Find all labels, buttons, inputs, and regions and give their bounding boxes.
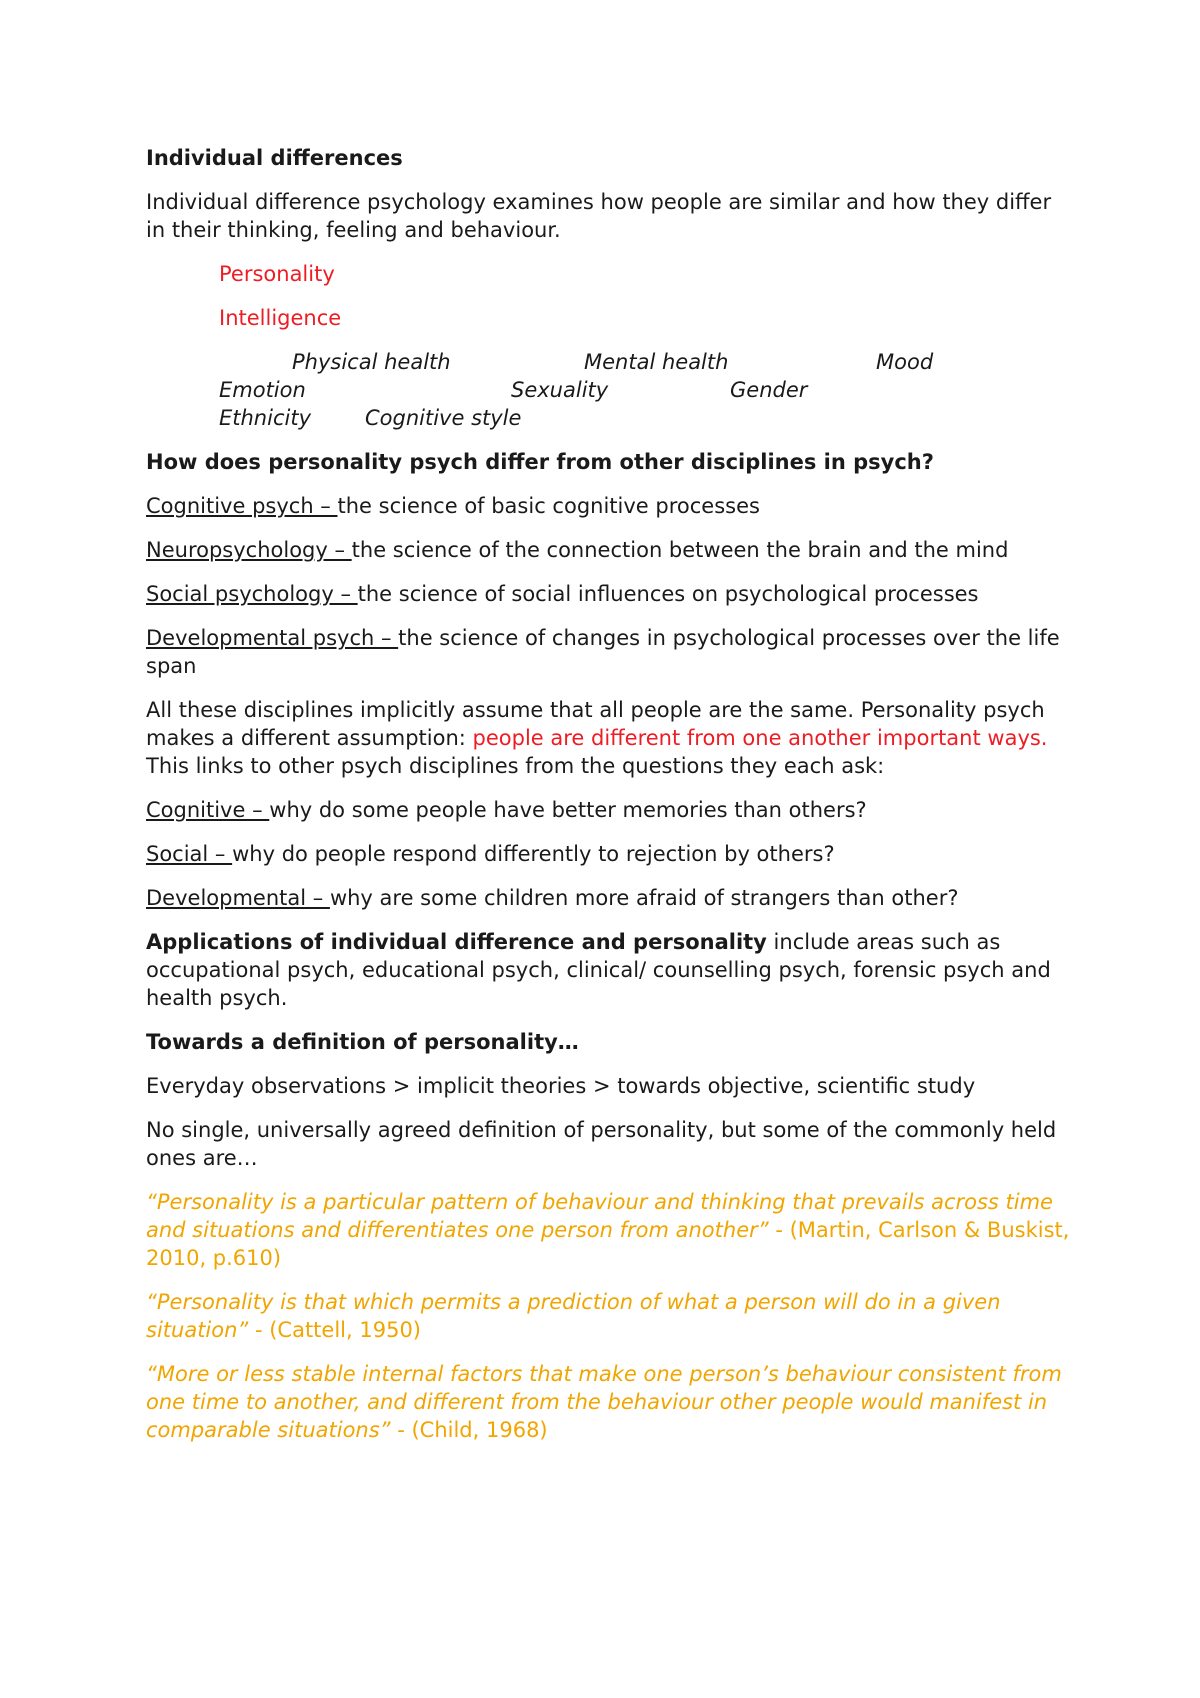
- question-desc: why do people respond differently to rejection by others?: [232, 842, 835, 866]
- topic-item: Ethnicity: [219, 406, 311, 430]
- discipline-desc: the science of changes in psychological processes over the life span: [146, 626, 1060, 678]
- topic-item: Gender: [730, 378, 808, 402]
- question-term: Social –: [146, 842, 233, 866]
- no-single-definition-paragraph: No single, universally agreed definition of personality, but some of the commonly held ones are…: [146, 1118, 1057, 1170]
- question-item: [146, 796, 1076, 824]
- discipline-term: Developmental psych –: [146, 626, 399, 650]
- document-body: [146, 144, 1076, 1460]
- heading-individual-differences: Individual differences: [146, 146, 403, 170]
- discipline-desc: the science of basic cognitive processes: [337, 494, 760, 518]
- quote-item: [146, 1288, 1076, 1344]
- discipline-item: [146, 624, 1076, 680]
- topic-item: Emotion: [219, 378, 306, 402]
- applications-paragraph: [146, 928, 1076, 1012]
- intro-paragraph: Individual difference psychology examines how people are similar and how they differ in their thinking, feeling and behaviour.: [146, 190, 1052, 242]
- observations-paragraph: Everyday observations > implicit theories > towards objective, scientific study: [146, 1074, 976, 1098]
- topic-item: Sexuality: [511, 378, 609, 402]
- question-desc: why do some people have better memories than others?: [269, 798, 867, 822]
- topic-item: Physical health: [292, 350, 451, 374]
- discipline-desc: the science of social influences on psychological processes: [357, 582, 979, 606]
- topic-item: Mood: [876, 350, 934, 374]
- discipline-desc: the science of the connection between the brain and the mind: [351, 538, 1009, 562]
- quote-text: “Personality is a particular pattern of behaviour and thinking that prevails across time and situations and differentiates one person from another”: [146, 1190, 1053, 1242]
- discipline-term: Cognitive psych –: [146, 494, 338, 518]
- topic-intelligence: Intelligence: [219, 306, 342, 330]
- heading-disciplines: How does personality psych differ from other disciplines in psych?: [146, 450, 934, 474]
- quote-citation: - (Martin, Carlson & Buskist, 2010, p.610): [146, 1218, 1070, 1270]
- topics-row: [146, 348, 1076, 376]
- applications-text: include areas such as occupational psych, educational psych, clinical/ counselling psych, forensic psych and health psych.: [146, 930, 1051, 1010]
- assumption-paragraph: [146, 696, 1076, 780]
- discipline-term: Social psychology –: [146, 582, 358, 606]
- question-desc: why are some children more afraid of strangers than other?: [329, 886, 959, 910]
- topics-row: [146, 376, 1076, 404]
- quote-text: “Personality is that which permits a prediction of what a person will do in a given situation”: [146, 1290, 1001, 1342]
- quote-item: [146, 1188, 1076, 1272]
- topics-row: [146, 404, 1076, 432]
- topic-personality: Personality: [219, 262, 335, 286]
- question-item: [146, 884, 1076, 912]
- applications-bold: Applications of individual difference and personality: [146, 930, 767, 954]
- question-term: Cognitive –: [146, 798, 270, 822]
- discipline-item: [146, 536, 1076, 564]
- assumption-highlight: people are different from one another important ways.: [472, 726, 1048, 750]
- quote-citation: - (Cattell, 1950): [248, 1318, 421, 1342]
- discipline-item: [146, 580, 1076, 608]
- heading-definition: Towards a definition of personality…: [146, 1030, 579, 1054]
- question-item: [146, 840, 1076, 868]
- topic-item: Cognitive style: [365, 406, 522, 430]
- topic-item: Mental health: [584, 350, 729, 374]
- discipline-item: [146, 492, 1076, 520]
- assumption-text-2: This links to other psych disciplines from the questions they each ask:: [146, 754, 885, 778]
- assumption-text: All these disciplines implicitly assume that all people are the same. Personality psych makes a different assumption:: [146, 698, 1045, 750]
- quote-citation: - (Child, 1968): [390, 1418, 548, 1442]
- question-term: Developmental –: [146, 886, 330, 910]
- quote-item: [146, 1360, 1076, 1444]
- discipline-term: Neuropsychology –: [146, 538, 352, 562]
- quote-text: “More or less stable internal factors that make one person’s behaviour consistent from one time to another, and different from the behaviour other people would manifest in comparable situations”: [146, 1362, 1062, 1442]
- topics-list: [146, 348, 1076, 432]
